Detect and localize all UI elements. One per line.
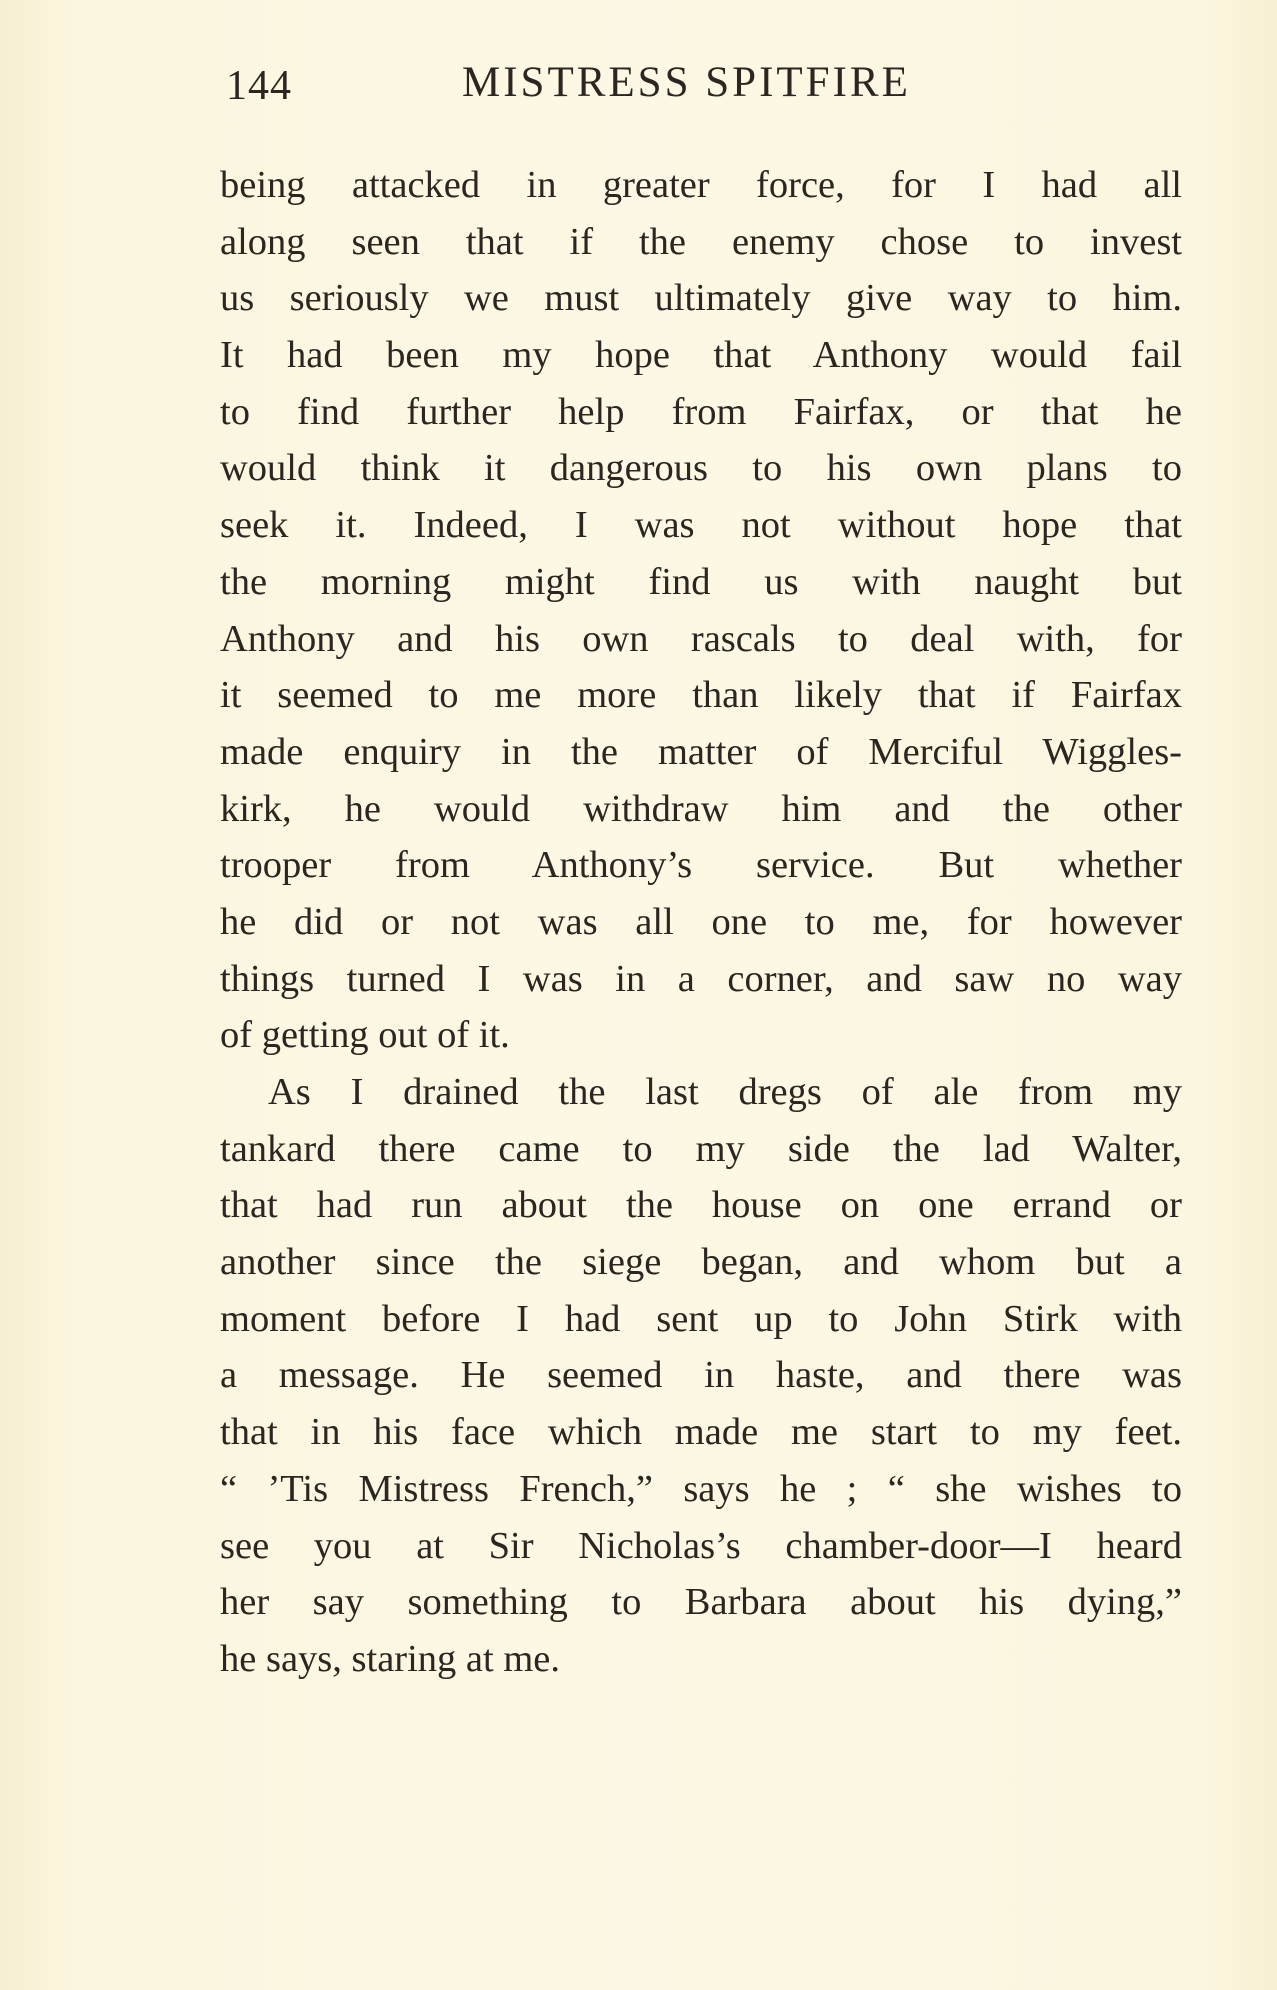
text-line: us seriously we must ultimately give way to him. [220,277,1182,320]
text-line: to find further help from Fairfax, or that he [220,390,1182,433]
body-text [220,157,1182,1688]
text-line: “ ’Tis Mistress French,” says he ; “ she wishes to [220,1467,1182,1510]
text-line: see you at Sir Nicholas’s chamber-door—I heard [220,1524,1182,1567]
text-line: trooper from Anthony’s service. But whether [220,844,1182,887]
text-line: along seen that if the enemy chose to invest [220,220,1182,263]
text-line: tankard there came to my side the lad Walter, [220,1127,1182,1170]
text-line: he did or not was all one to me, for however [220,900,1182,943]
text-line: As I drained the last dregs of ale from my [268,1071,1182,1113]
text-line: it seemed to me more than likely that if Fairfax [220,674,1182,717]
text-line: another since the siege began, and whom but a [220,1241,1182,1284]
text-line: would think it dangerous to his own plans to [220,447,1182,490]
text-line: her say something to Barbara about his dying,” [220,1581,1182,1624]
page-number: 144 [226,63,292,109]
text-line: that had run about the house on one errand or [220,1184,1182,1227]
text-line: being attacked in greater force, for I had all [220,164,1182,206]
running-head [0,58,1277,118]
text-line: things turned I was in a corner, and saw no way [220,957,1182,1000]
running-title: MISTRESS SPITFIRE [462,59,911,106]
text-line: of getting out of it. [220,1014,510,1057]
text-line: Anthony and his own rascals to deal with, for [220,617,1182,660]
text-line: he says, staring at me. [220,1637,560,1680]
text-line: seek it. Indeed, I was not without hope that [220,504,1182,547]
text-line: kirk, he would withdraw him and the other [220,787,1182,830]
text-line: the morning might find us with naught but [220,560,1182,603]
text-line: that in his face which made me start to my feet. [220,1411,1182,1454]
text-line: It had been my hope that Anthony would fail [220,334,1182,377]
text-line: made enquiry in the matter of Merciful Wiggles- [220,730,1182,773]
text-line: a message. He seemed in haste, and there was [220,1354,1182,1397]
text-line: moment before I had sent up to John Stirk with [220,1297,1182,1340]
